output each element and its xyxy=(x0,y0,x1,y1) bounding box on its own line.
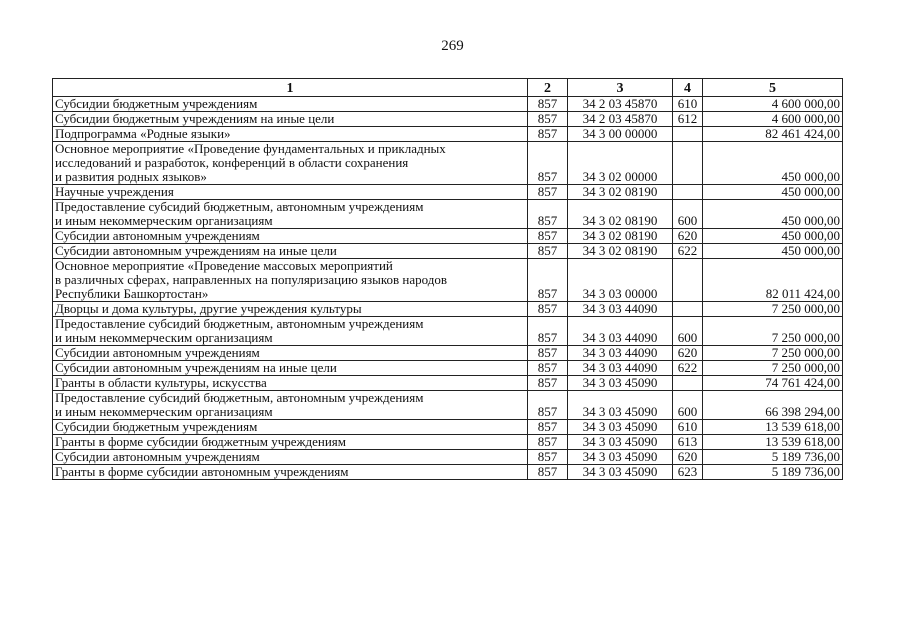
table-row xyxy=(53,302,843,317)
expense-type-cell: 622 xyxy=(673,361,703,376)
expense-type-cell: 600 xyxy=(673,317,703,346)
target-article-cell: 34 3 03 45090 xyxy=(568,420,673,435)
expense-type-cell: 620 xyxy=(673,229,703,244)
target-article-cell: 34 3 03 45090 xyxy=(568,450,673,465)
ministry-code-cell: 857 xyxy=(528,361,568,376)
table-row xyxy=(53,259,843,302)
row-name-line: Субсидии автономным учреждениям xyxy=(55,228,260,243)
row-name-line: Субсидии автономным учреждениям на иные цели xyxy=(55,360,337,375)
amount-cell: 450 000,00 xyxy=(703,200,843,229)
amount-cell: 4 600 000,00 xyxy=(703,97,843,112)
column-header-4: 4 xyxy=(673,79,703,97)
row-name-line: и иным некоммерческим организациям xyxy=(55,330,273,345)
table-row xyxy=(53,361,843,376)
target-article-cell: 34 3 00 00000 xyxy=(568,127,673,142)
table-row xyxy=(53,229,843,244)
row-name-cell xyxy=(53,229,528,244)
ministry-code-cell: 857 xyxy=(528,259,568,302)
ministry-code-cell: 857 xyxy=(528,302,568,317)
amount-cell: 7 250 000,00 xyxy=(703,302,843,317)
expense-type-cell: 610 xyxy=(673,97,703,112)
ministry-code-cell: 857 xyxy=(528,127,568,142)
amount-cell: 450 000,00 xyxy=(703,185,843,200)
amount-cell: 7 250 000,00 xyxy=(703,346,843,361)
row-name-cell xyxy=(53,317,528,346)
row-name-cell xyxy=(53,376,528,391)
amount-cell: 5 189 736,00 xyxy=(703,450,843,465)
row-name-cell xyxy=(53,200,528,229)
ministry-code-cell: 857 xyxy=(528,346,568,361)
row-name-line: Субсидии бюджетным учреждениям на иные цели xyxy=(55,111,335,126)
target-article-cell: 34 3 03 44090 xyxy=(568,346,673,361)
target-article-cell: 34 3 03 45090 xyxy=(568,391,673,420)
table-row xyxy=(53,391,843,420)
target-article-cell: 34 3 02 00000 xyxy=(568,142,673,185)
expense-type-cell: 623 xyxy=(673,465,703,480)
table-row xyxy=(53,450,843,465)
table-row xyxy=(53,435,843,450)
target-article-cell: 34 3 03 44090 xyxy=(568,361,673,376)
ministry-code-cell: 857 xyxy=(528,142,568,185)
column-header-2: 2 xyxy=(528,79,568,97)
table-row xyxy=(53,244,843,259)
row-name-line: Основное мероприятие «Проведение массовых мероприятий xyxy=(55,258,393,273)
row-name-cell xyxy=(53,302,528,317)
expense-type-cell: 613 xyxy=(673,435,703,450)
table-row xyxy=(53,376,843,391)
ministry-code-cell: 857 xyxy=(528,376,568,391)
target-article-cell: 34 3 03 44090 xyxy=(568,317,673,346)
row-name-cell xyxy=(53,112,528,127)
expense-type-cell xyxy=(673,127,703,142)
amount-cell: 13 539 618,00 xyxy=(703,435,843,450)
row-name-line: исследований и разработок, конференций в области сохранения xyxy=(55,155,409,170)
row-name-cell xyxy=(53,391,528,420)
amount-cell: 450 000,00 xyxy=(703,142,843,185)
target-article-cell: 34 3 03 00000 xyxy=(568,259,673,302)
amount-cell: 450 000,00 xyxy=(703,229,843,244)
target-article-cell: 34 3 03 45090 xyxy=(568,465,673,480)
expense-type-cell xyxy=(673,302,703,317)
row-name-line: Подпрограмма «Родные языки» xyxy=(55,126,231,141)
expense-type-cell: 620 xyxy=(673,450,703,465)
row-name-line: и развития родных языков» xyxy=(55,169,207,184)
ministry-code-cell: 857 xyxy=(528,317,568,346)
row-name-line: Республики Башкортостан» xyxy=(55,286,209,301)
row-name-line: Гранты в форме субсидии автономным учреждениям xyxy=(55,464,349,479)
row-name-line: Предоставление субсидий бюджетным, автономным учреждениям xyxy=(55,390,424,405)
expense-type-cell: 612 xyxy=(673,112,703,127)
target-article-cell: 34 2 03 45870 xyxy=(568,112,673,127)
row-name-cell xyxy=(53,97,528,112)
amount-cell: 82 011 424,00 xyxy=(703,259,843,302)
ministry-code-cell: 857 xyxy=(528,97,568,112)
table-row xyxy=(53,142,843,185)
expense-type-cell xyxy=(673,142,703,185)
amount-cell: 74 761 424,00 xyxy=(703,376,843,391)
table-row xyxy=(53,112,843,127)
expense-type-cell xyxy=(673,376,703,391)
row-name-line: Гранты в области культуры, искусства xyxy=(55,375,267,390)
table-header-row xyxy=(53,79,843,97)
table-row xyxy=(53,97,843,112)
table-row xyxy=(53,317,843,346)
expense-type-cell xyxy=(673,185,703,200)
column-header-5: 5 xyxy=(703,79,843,97)
target-article-cell: 34 3 03 44090 xyxy=(568,302,673,317)
amount-cell: 450 000,00 xyxy=(703,244,843,259)
row-name-line: Субсидии автономным учреждениям на иные цели xyxy=(55,243,337,258)
target-article-cell: 34 3 02 08190 xyxy=(568,244,673,259)
budget-table xyxy=(52,78,843,480)
column-header-3: 3 xyxy=(568,79,673,97)
row-name-line: Субсидии автономным учреждениям xyxy=(55,345,260,360)
amount-cell: 66 398 294,00 xyxy=(703,391,843,420)
expense-type-cell xyxy=(673,259,703,302)
ministry-code-cell: 857 xyxy=(528,435,568,450)
amount-cell: 4 600 000,00 xyxy=(703,112,843,127)
column-header-1: 1 xyxy=(53,79,528,97)
row-name-line: Научные учреждения xyxy=(55,184,174,199)
row-name-line: Основное мероприятие «Проведение фундаментальных и прикладных xyxy=(55,141,446,156)
amount-cell: 7 250 000,00 xyxy=(703,317,843,346)
target-article-cell: 34 3 02 08190 xyxy=(568,200,673,229)
row-name-line: и иным некоммерческим организациям xyxy=(55,213,273,228)
row-name-line: Субсидии автономным учреждениям xyxy=(55,449,260,464)
row-name-cell xyxy=(53,259,528,302)
row-name-cell xyxy=(53,465,528,480)
amount-cell: 13 539 618,00 xyxy=(703,420,843,435)
expense-type-cell: 600 xyxy=(673,200,703,229)
ministry-code-cell: 857 xyxy=(528,112,568,127)
row-name-cell xyxy=(53,361,528,376)
row-name-line: Гранты в форме субсидии бюджетным учреждениям xyxy=(55,434,347,449)
target-article-cell: 34 3 02 08190 xyxy=(568,185,673,200)
amount-cell: 82 461 424,00 xyxy=(703,127,843,142)
row-name-line: в различных сферах, направленных на популяризацию языков народов xyxy=(55,272,448,287)
target-article-cell: 34 3 03 45090 xyxy=(568,376,673,391)
ministry-code-cell: 857 xyxy=(528,200,568,229)
table-row xyxy=(53,127,843,142)
row-name-cell xyxy=(53,244,528,259)
ministry-code-cell: 857 xyxy=(528,420,568,435)
ministry-code-cell: 857 xyxy=(528,244,568,259)
expense-type-cell: 620 xyxy=(673,346,703,361)
table-row xyxy=(53,420,843,435)
row-name-line: Субсидии бюджетным учреждениям xyxy=(55,96,258,111)
row-name-cell xyxy=(53,127,528,142)
table-body xyxy=(53,97,843,480)
ministry-code-cell: 857 xyxy=(528,391,568,420)
row-name-line: Предоставление субсидий бюджетным, автономным учреждениям xyxy=(55,199,424,214)
table-row xyxy=(53,346,843,361)
amount-cell: 5 189 736,00 xyxy=(703,465,843,480)
ministry-code-cell: 857 xyxy=(528,465,568,480)
row-name-line: Дворцы и дома культуры, другие учреждения культуры xyxy=(55,301,362,316)
ministry-code-cell: 857 xyxy=(528,450,568,465)
row-name-cell xyxy=(53,435,528,450)
row-name-cell xyxy=(53,420,528,435)
target-article-cell: 34 2 03 45870 xyxy=(568,97,673,112)
table-row xyxy=(53,185,843,200)
row-name-cell xyxy=(53,346,528,361)
row-name-line: Субсидии бюджетным учреждениям xyxy=(55,419,258,434)
row-name-cell xyxy=(53,450,528,465)
row-name-line: и иным некоммерческим организациям xyxy=(55,404,273,419)
ministry-code-cell: 857 xyxy=(528,185,568,200)
expense-type-cell: 610 xyxy=(673,420,703,435)
table-row xyxy=(53,465,843,480)
expense-type-cell: 600 xyxy=(673,391,703,420)
page-number: 269 xyxy=(441,38,464,54)
target-article-cell: 34 3 02 08190 xyxy=(568,229,673,244)
row-name-cell xyxy=(53,185,528,200)
ministry-code-cell: 857 xyxy=(528,229,568,244)
row-name-line: Предоставление субсидий бюджетным, автономным учреждениям xyxy=(55,316,424,331)
table-row xyxy=(53,200,843,229)
row-name-cell xyxy=(53,142,528,185)
amount-cell: 7 250 000,00 xyxy=(703,361,843,376)
expense-type-cell: 622 xyxy=(673,244,703,259)
target-article-cell: 34 3 03 45090 xyxy=(568,435,673,450)
